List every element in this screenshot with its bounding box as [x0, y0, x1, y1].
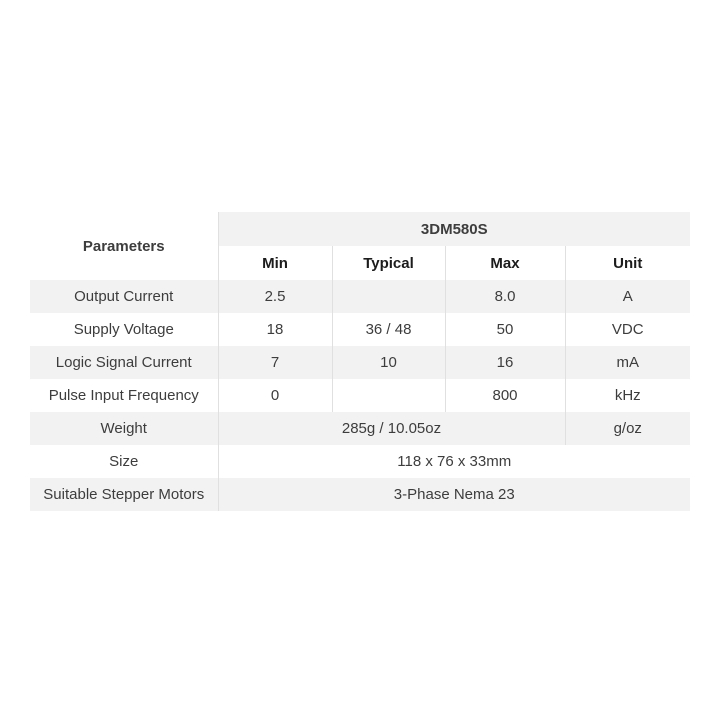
- value-typical: 36 / 48: [332, 313, 445, 346]
- row-label: Logic Signal Current: [30, 346, 218, 379]
- row-label: Weight: [30, 412, 218, 445]
- value-unit: VDC: [565, 313, 690, 346]
- table-header-row-product: [30, 212, 690, 246]
- table-row-output-current: [30, 280, 690, 313]
- column-header-unit: Unit: [565, 246, 690, 280]
- value-unit: mA: [565, 346, 690, 379]
- row-label: Suitable Stepper Motors: [30, 478, 218, 511]
- merged-value: 3-Phase Nema 23: [218, 478, 690, 511]
- value-min: 18: [218, 313, 332, 346]
- value-max: 16: [445, 346, 565, 379]
- merged-value: 118 x 76 x 33mm: [218, 445, 690, 478]
- value-typical: [332, 280, 445, 313]
- table-row-supply-voltage: [30, 313, 690, 346]
- table-row-pulse-input-frequency: [30, 379, 690, 412]
- specification-table: [30, 212, 690, 511]
- column-header-typical: Typical: [332, 246, 445, 280]
- product-model-header-cell: 3DM580S: [218, 212, 690, 246]
- row-label: Pulse Input Frequency: [30, 379, 218, 412]
- table-row-suitable-stepper-motors: [30, 478, 690, 511]
- table-row-size: [30, 445, 690, 478]
- column-header-max: Max: [445, 246, 565, 280]
- table-row-weight: [30, 412, 690, 445]
- parameters-header-cell: Parameters: [30, 212, 218, 280]
- row-label: Output Current: [30, 280, 218, 313]
- table-row-logic-signal-current: [30, 346, 690, 379]
- value-typical: [332, 379, 445, 412]
- value-typical: 10: [332, 346, 445, 379]
- column-header-min: Min: [218, 246, 332, 280]
- value-min: 7: [218, 346, 332, 379]
- value-max: 50: [445, 313, 565, 346]
- value-max: 800: [445, 379, 565, 412]
- value-unit: g/oz: [565, 412, 690, 445]
- row-label: Supply Voltage: [30, 313, 218, 346]
- value-min: 0: [218, 379, 332, 412]
- row-label: Size: [30, 445, 218, 478]
- value-max: 8.0: [445, 280, 565, 313]
- value-min: 2.5: [218, 280, 332, 313]
- value-unit: A: [565, 280, 690, 313]
- merged-value: 285g / 10.05oz: [218, 412, 565, 445]
- value-unit: kHz: [565, 379, 690, 412]
